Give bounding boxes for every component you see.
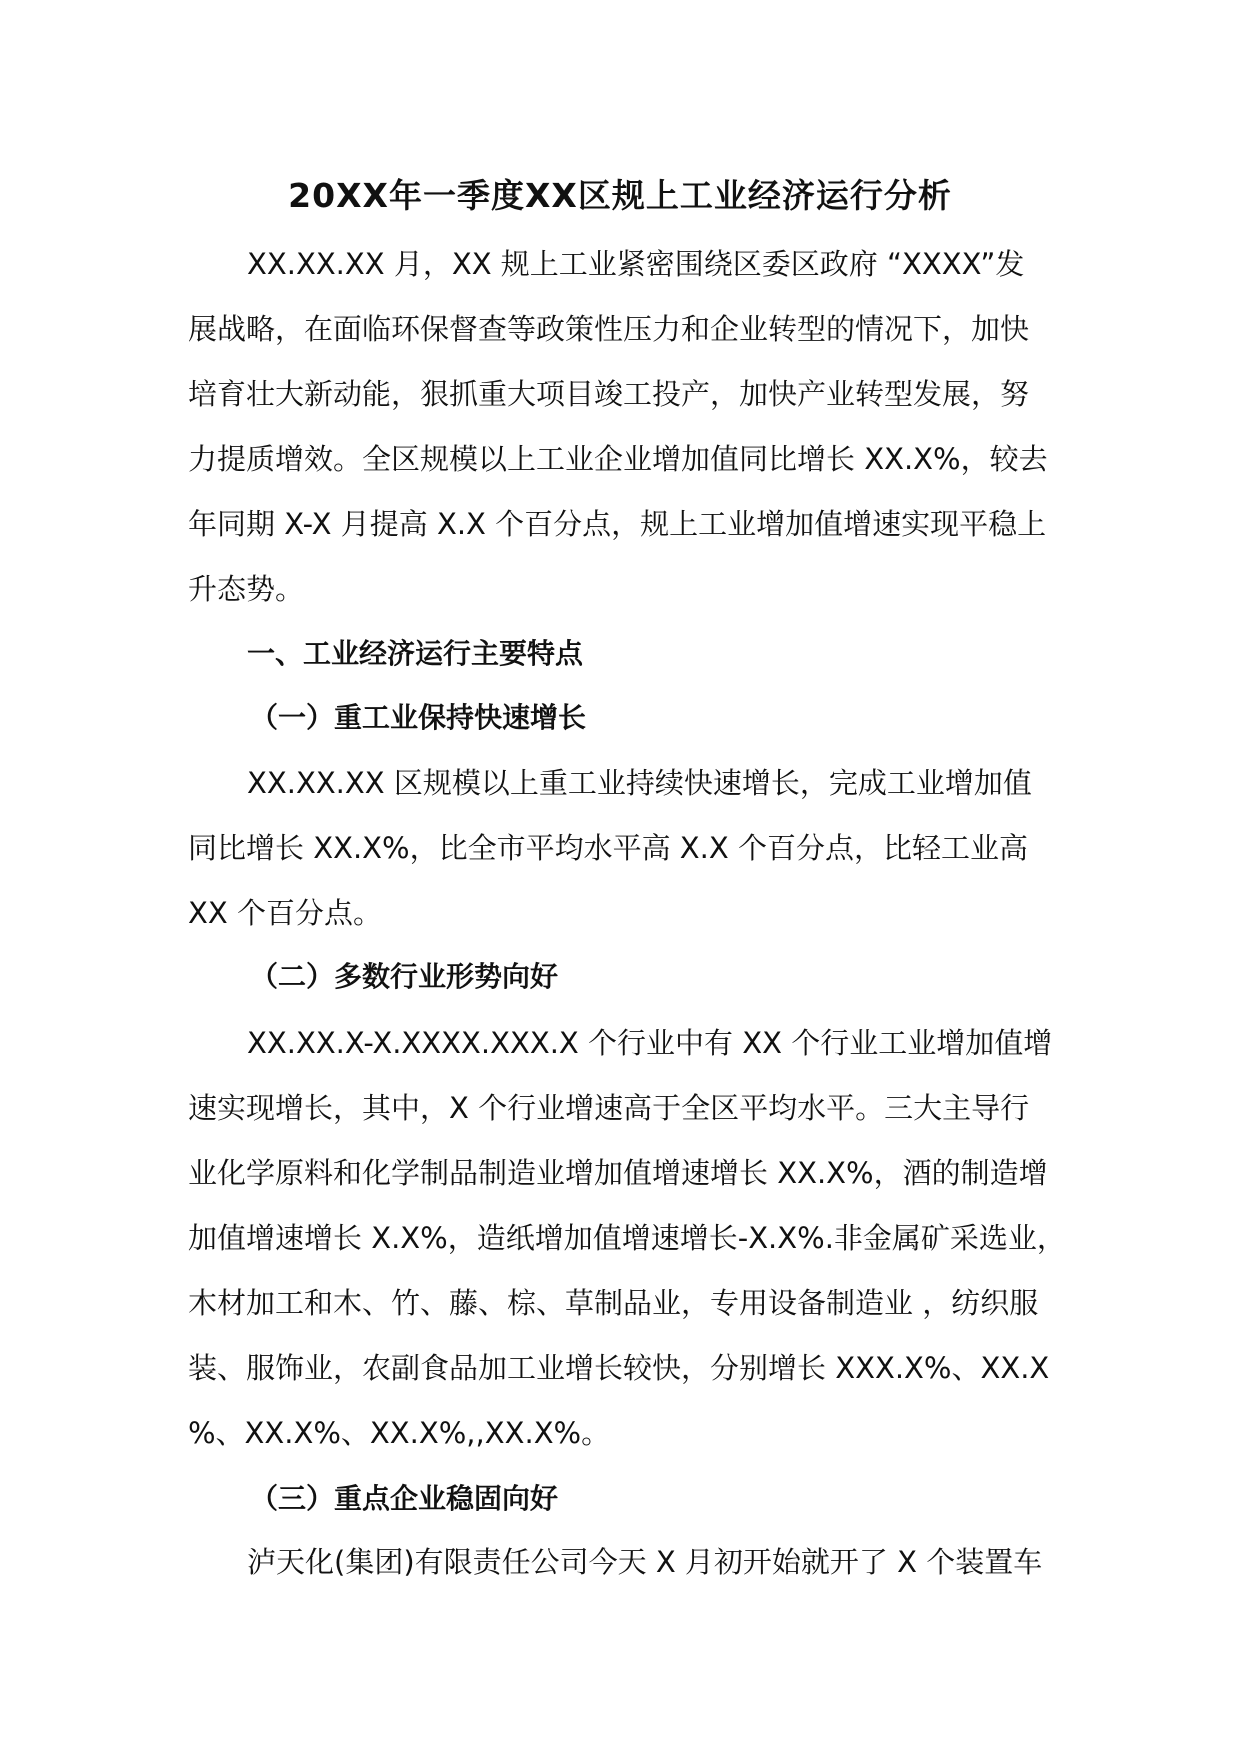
sub1-line-3: XX 个百分点。 (188, 896, 382, 930)
sub2-line-7: %、XX.X%、XX.X%,,XX.X%。 (188, 1416, 611, 1450)
intro-line-3: 培育壮大新动能，狠抓重大项目竣工投产，加快产业转型发展，努 (188, 377, 1030, 411)
subsection-3-paragraph (188, 1530, 1068, 1595)
sub1-line-1: XX.XX.XX 区规模以上重工业持续快速增长，完成工业增加值 (247, 766, 1032, 800)
sub2-line-2: 速实现增长，其中，X 个行业增速高于全区平均水平。三大主导行 (188, 1091, 1030, 1125)
intro-paragraph (188, 232, 1068, 622)
intro-line-6: 升态势。 (188, 572, 305, 606)
section-heading-1: 一、工业经济运行主要特点 (247, 637, 584, 670)
sub2-line-1: XX.XX.X-X.XXXX.XXX.X 个行业中有 XX 个行业工业增加值增 (247, 1026, 1053, 1060)
sub2-line-6: 装、服饰业，农副食品加工业增长较快，分别增长 XXX.X%、XX.X (188, 1351, 1050, 1385)
intro-line-5: 年同期 X-X 月提高 X.X 个百分点，规上工业增加值增速实现平稳上 (188, 507, 1047, 541)
sub2-line-5: 木材加工和木、竹、藤、棕、草制品业，专用设备制造业 ，纺织服 (188, 1286, 1039, 1320)
subsection-heading-1: （一）重工业保持快速增长 (250, 701, 587, 734)
intro-line-1: XX.XX.XX 月，XX 规上工业紧密围绕区委区政府 “XXXX”发 (247, 247, 1025, 281)
intro-line-4: 力提质增效。全区规模以上工业企业增加值同比增长 XX.X%，较去 (188, 442, 1048, 476)
subsection-heading-3: （三）重点企业稳固向好 (250, 1482, 559, 1515)
sub1-line-2: 同比增长 XX.X%，比全市平均水平高 X.X 个百分点，比轻工业高 (188, 831, 1028, 865)
sub3-line-1: 泸天化(集团)有限责任公司今天 X 月初开始就开了 X 个装置车 (247, 1545, 1043, 1579)
subsection-2-paragraph (188, 1011, 1068, 1466)
sub2-line-4: 加值增速增长 X.X%，造纸增加值增速增长-X.X%.非金属矿采选业， (188, 1221, 1066, 1255)
intro-line-2: 展战略，在面临环保督查等政策性压力和企业转型的情况下，加快 (188, 312, 1030, 346)
document-title: 20XX年一季度XX区规上工业经济运行分析 (288, 176, 952, 215)
subsection-heading-2: （二）多数行业形势向好 (250, 960, 559, 993)
subsection-1-paragraph (188, 751, 1068, 946)
sub2-line-3: 业化学原料和化学制品制造业增加值增速增长 XX.X%，酒的制造增 (188, 1156, 1048, 1190)
